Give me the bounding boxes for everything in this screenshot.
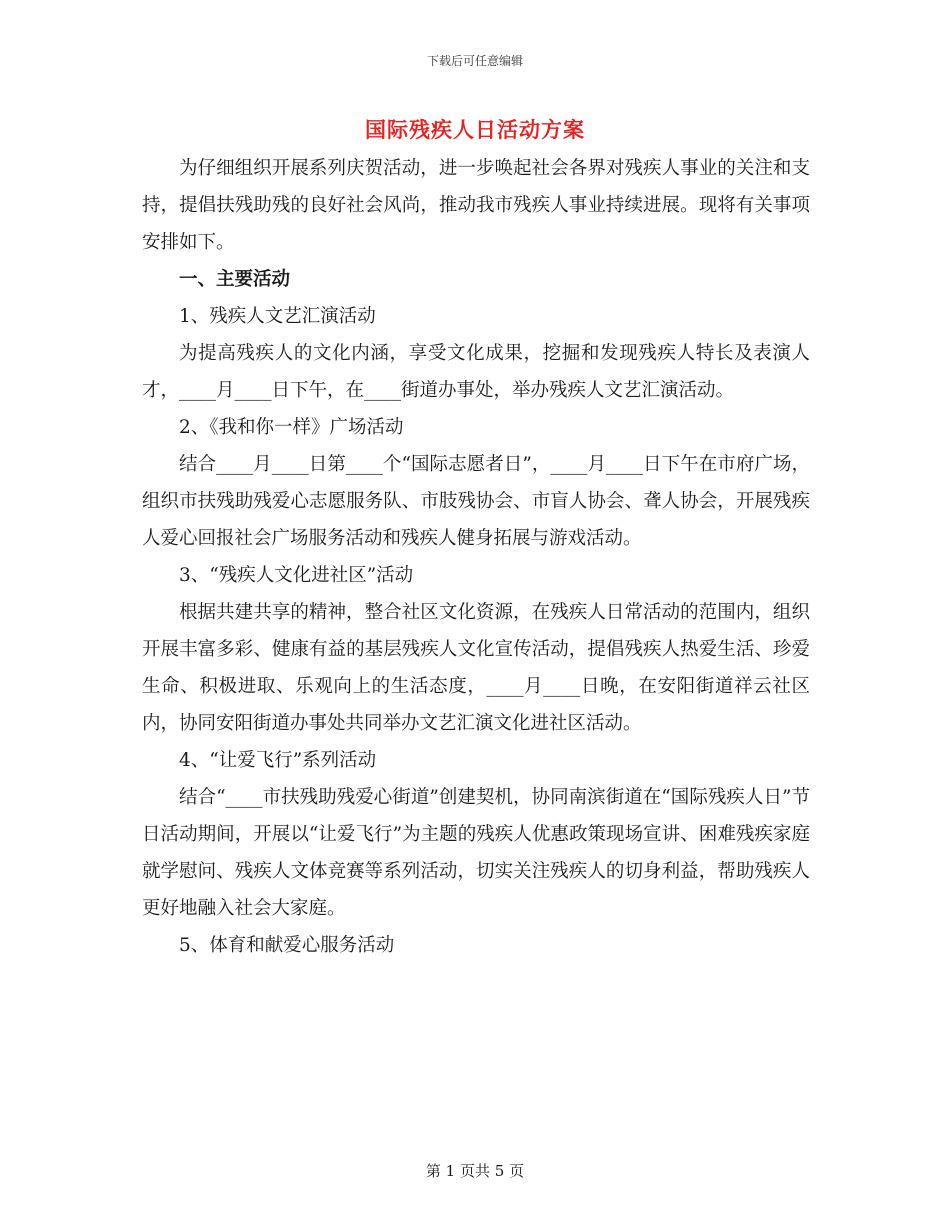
item-text-1: 为提高残疾人的文化内涵，享受文化成果，挖掘和发现残疾人特长及表演人才，____月____日下午，在____街道办事处，举办残疾人文艺汇演活动。 — [142, 343, 810, 401]
intro-paragraph: 为仔细组织开展系列庆贺活动，进一步唤起社会各界对残疾人事业的关注和支持，提倡扶残助残的良好社会风尚，推动我市残疾人事业持续进展。现将有关事项安排如下。 — [142, 158, 810, 253]
item-heading-3: 3、“残疾人文化进社区”活动 — [179, 565, 414, 586]
item-heading-4: 4、“让爱飞行”系列活动 — [179, 750, 377, 771]
page-footer: 第 1 页共 5 页 — [425, 1162, 525, 1180]
page-header: 下载后可任意编辑 — [426, 54, 523, 68]
item-text-2: 结合____月____日第____个“国际志愿者日”，____月____日下午在市府广场，组织市扶残助残爱心志愿服务队、市肢残协会、市盲人协会、聋人协会，开展残疾人爱心回报社会广场服务活动和残疾人健身拓展与游戏活动。 — [142, 454, 810, 549]
item-heading-1: 1、残疾人文艺汇演活动 — [179, 306, 376, 327]
item-text-4: 结合“____市扶残助残爱心街道”创建契机，协同南滨街道在“国际残疾人日”节日活动期间，开展以“让爱飞行”为主题的残疾人优惠政策现场宣讲、困难残疾家庭就学慰问、残疾人文体竞赛等系列活动，切实关注残疾人的切身利益，帮助残疾人更好地融入社会大家庭。 — [142, 787, 810, 919]
section-heading: 一、主要活动 — [179, 269, 291, 290]
item-heading-5: 5、体育和献爱心服务活动 — [179, 935, 395, 956]
item-text-3: 根据共建共享的精神，整合社区文化资源，在残疾人日常活动的范围内，组织开展丰富多彩、健康有益的基层残疾人文化宣传活动，提倡残疾人热爱生活、珍爱生命、积极进取、乐观向上的生活态度，____月____日晚，在安阳街道祥云社区内，协同安阳街道办事处共同举办文艺汇演文化进社区活动。 — [142, 602, 810, 734]
document-title: 国际残疾人日活动方案 — [365, 117, 585, 142]
document-body — [142, 150, 810, 964]
item-heading-2: 2、《我和你一样》广场活动 — [179, 417, 404, 438]
